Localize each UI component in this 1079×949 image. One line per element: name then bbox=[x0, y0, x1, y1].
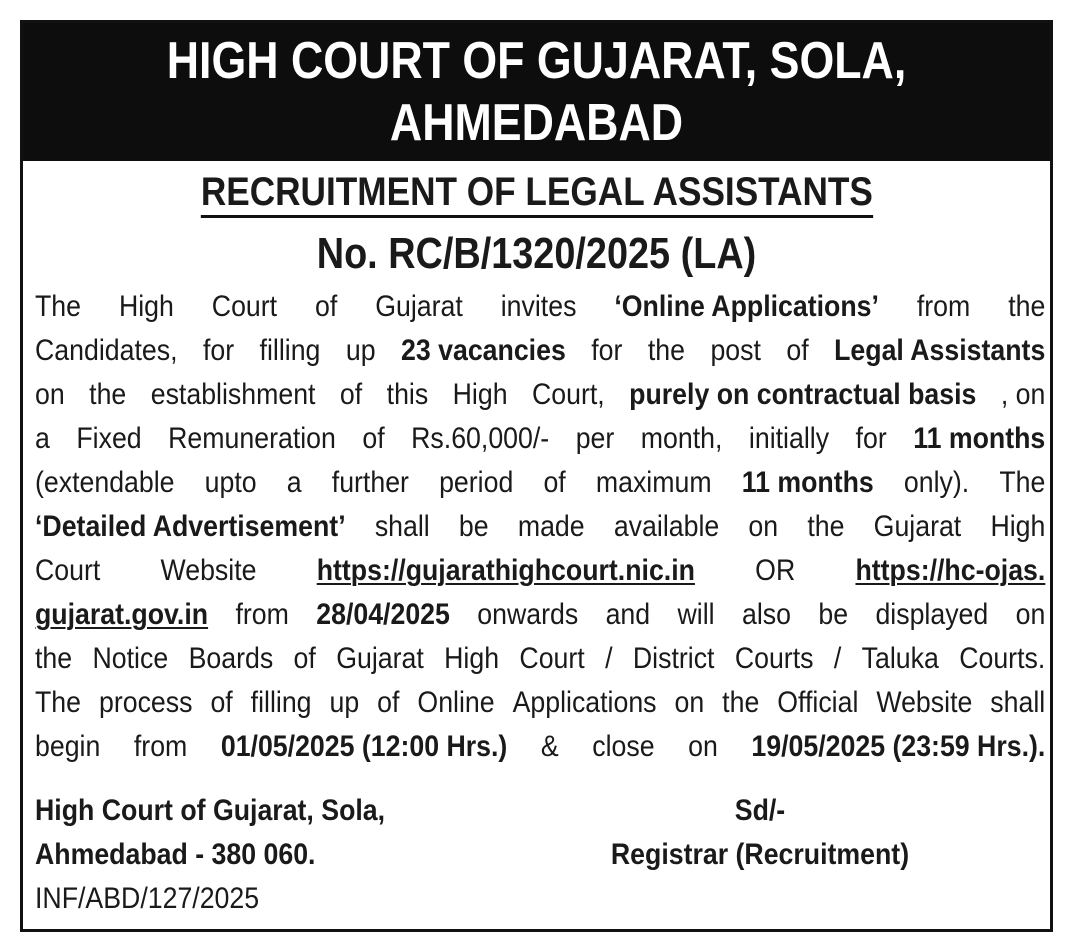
body-line-9 bbox=[35, 637, 1045, 681]
address-line-1: High Court of Gujarat, Sola, bbox=[35, 794, 386, 827]
word: displayed bbox=[875, 598, 989, 631]
word: of bbox=[786, 334, 809, 367]
word: on bbox=[35, 378, 65, 411]
word: for bbox=[591, 334, 623, 367]
word: Fixed bbox=[76, 422, 142, 455]
high-court-website-link[interactable]: https://gujarathighcourt.nic.in bbox=[316, 554, 695, 587]
word: Gujarat bbox=[375, 290, 463, 323]
word: establishment bbox=[150, 378, 316, 411]
header-title-line2: AHMEDABAD bbox=[389, 94, 684, 152]
word: the bbox=[1008, 290, 1046, 323]
word: Official bbox=[777, 686, 859, 719]
word: month, bbox=[640, 422, 723, 455]
word: of bbox=[377, 686, 400, 719]
word: shall bbox=[374, 510, 430, 543]
word: Notice bbox=[92, 642, 169, 675]
word: further bbox=[331, 466, 409, 499]
word: for bbox=[855, 422, 887, 455]
body-line-5 bbox=[35, 461, 1045, 505]
word: a bbox=[35, 422, 50, 455]
word: onwards bbox=[477, 598, 579, 631]
word: on bbox=[1015, 598, 1046, 631]
word: of bbox=[543, 466, 566, 499]
word: filling bbox=[250, 686, 312, 719]
body-line-6 bbox=[35, 505, 1045, 549]
word: post bbox=[710, 334, 761, 367]
word: for bbox=[202, 334, 235, 367]
notice-frame bbox=[20, 20, 1053, 932]
post-title-text: Legal Assistants bbox=[834, 334, 1046, 367]
start-datetime: 01/05/2025 (12:00 Hrs.) bbox=[220, 730, 508, 763]
word: only). bbox=[903, 466, 970, 499]
word: District bbox=[632, 642, 715, 675]
body-line-11 bbox=[35, 725, 1045, 769]
word: this bbox=[386, 378, 429, 411]
word: Court bbox=[211, 290, 278, 323]
word: filling bbox=[259, 334, 321, 367]
word: be bbox=[818, 598, 849, 631]
signature-block bbox=[595, 789, 924, 877]
notice-number: No. RC/B/1320/2025 (LA) bbox=[316, 229, 757, 278]
reference-number: INF/ABD/127/2025 bbox=[35, 882, 260, 915]
word: Gujarat bbox=[336, 642, 424, 675]
word: from bbox=[133, 730, 188, 763]
word: Applications bbox=[512, 686, 657, 719]
word: made bbox=[517, 510, 585, 543]
body-line-10 bbox=[35, 681, 1045, 725]
detailed-advertisement-text: ‘Detailed Advertisement’ bbox=[35, 510, 346, 543]
word: (extendable bbox=[35, 466, 175, 499]
word: / bbox=[605, 642, 613, 675]
word: process bbox=[98, 686, 193, 719]
word: from bbox=[235, 598, 289, 631]
body-line-7 bbox=[35, 549, 1045, 593]
word: Boards bbox=[188, 642, 274, 675]
word: & bbox=[540, 730, 559, 763]
word: be bbox=[458, 510, 489, 543]
word: of bbox=[339, 378, 363, 411]
word: also bbox=[741, 598, 791, 631]
word: Remuneration bbox=[168, 422, 336, 455]
ojas-website-link[interactable]: https://hc-ojas. bbox=[855, 554, 1046, 587]
word: the bbox=[35, 642, 73, 675]
word: of bbox=[293, 642, 316, 675]
body-line-2 bbox=[35, 329, 1045, 373]
header-title-line1: HIGH COURT OF GUJARAT, SOLA, bbox=[166, 32, 907, 90]
address-block bbox=[35, 789, 385, 877]
word: Courts. bbox=[959, 642, 1046, 675]
word: of bbox=[315, 290, 338, 323]
word: shall bbox=[990, 686, 1046, 719]
availability-date: 28/04/2025 bbox=[316, 598, 450, 631]
word: Candidates, bbox=[35, 334, 178, 367]
body-line-4 bbox=[35, 417, 1045, 461]
word: available bbox=[613, 510, 720, 543]
word: initially bbox=[748, 422, 830, 455]
word: Website bbox=[160, 554, 257, 587]
header-banner bbox=[23, 23, 1050, 161]
word: up bbox=[329, 686, 360, 719]
close-datetime: 19/05/2025 (23:59 Hrs.). bbox=[751, 730, 1046, 763]
contract-basis-text: purely on contractual basis bbox=[629, 378, 977, 411]
word: Courts bbox=[734, 642, 814, 675]
signatory-title: Registrar (Recruitment) bbox=[610, 838, 910, 871]
body-line-8 bbox=[35, 593, 1045, 637]
subtitle-text: RECRUITMENT OF LEGAL ASSISTANTS bbox=[200, 169, 872, 218]
word: up bbox=[345, 334, 376, 367]
word: from bbox=[916, 290, 971, 323]
body-line-3 bbox=[35, 373, 1045, 417]
word: Taluka bbox=[861, 642, 939, 675]
word: Court bbox=[35, 554, 101, 587]
duration-text: 11 months bbox=[913, 422, 1046, 455]
word: a bbox=[286, 466, 302, 499]
word: close bbox=[592, 730, 655, 763]
word: High bbox=[452, 378, 508, 411]
word: the bbox=[807, 510, 845, 543]
word: The bbox=[35, 686, 82, 719]
word: upto bbox=[204, 466, 257, 499]
word: of bbox=[362, 422, 385, 455]
word: maximum bbox=[595, 466, 712, 499]
word: Website bbox=[876, 686, 973, 719]
body-line-1 bbox=[35, 285, 1045, 329]
word: OR bbox=[755, 554, 796, 587]
word: period bbox=[439, 466, 514, 499]
extension-duration-text: 11 months bbox=[741, 466, 874, 499]
address-line-2: Ahmedabad - 380 060. bbox=[35, 838, 316, 871]
online-applications-text: ‘Online Applications’ bbox=[614, 290, 879, 323]
word: / bbox=[833, 642, 842, 675]
word: High bbox=[118, 290, 174, 323]
word: the bbox=[89, 378, 127, 411]
word: Online bbox=[417, 686, 495, 719]
word: The bbox=[999, 466, 1046, 499]
word: and bbox=[605, 598, 651, 631]
word: per bbox=[575, 422, 615, 455]
word: Court bbox=[519, 642, 585, 675]
word: on bbox=[688, 730, 718, 763]
word: High bbox=[444, 642, 500, 675]
word: The bbox=[35, 290, 82, 323]
word: of bbox=[210, 686, 233, 719]
word: Gujarat bbox=[873, 510, 962, 543]
notice-body bbox=[35, 285, 1045, 769]
vacancies-text: 23 vacancies bbox=[401, 334, 566, 367]
word: on bbox=[748, 510, 779, 543]
word: begin bbox=[35, 730, 101, 763]
word: Court, bbox=[532, 378, 605, 411]
word: High bbox=[990, 510, 1046, 543]
word: the bbox=[647, 334, 685, 367]
signed-mark: Sd/- bbox=[734, 794, 786, 827]
remuneration-value: Rs.60,000/- bbox=[411, 422, 550, 455]
ojas-website-link-cont[interactable]: gujarat.gov.in bbox=[35, 598, 209, 631]
word: will bbox=[677, 598, 715, 631]
word: the bbox=[722, 686, 760, 719]
subtitle bbox=[23, 169, 1050, 218]
word: , on bbox=[1000, 378, 1046, 411]
word: on bbox=[674, 686, 705, 719]
word: invites bbox=[500, 290, 577, 323]
